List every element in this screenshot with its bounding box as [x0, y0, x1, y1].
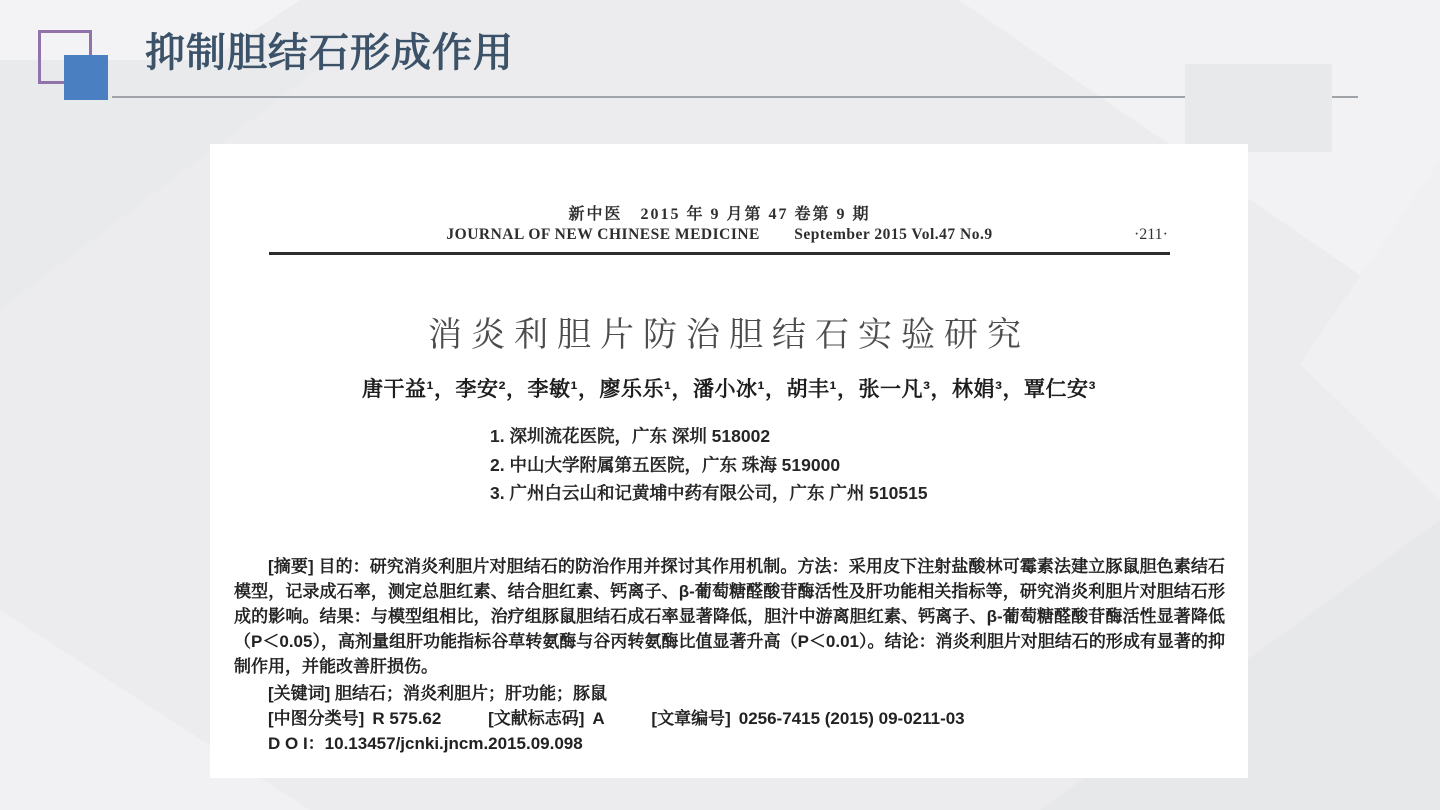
- title-underline: [112, 96, 1185, 98]
- journal-issue-info: September 2015 Vol.47 No.9: [794, 226, 993, 243]
- clc-label: [中图分类号]: [268, 709, 365, 728]
- affiliation-item: 3. 广州白云山和记黄埔中药有限公司，广东 广州 510515: [490, 483, 928, 503]
- slide-title: 抑制胆结石形成作用: [145, 31, 514, 75]
- keywords-line: [关键词] 胆结石；消炎利胆片；肝功能；豚鼠: [268, 684, 608, 703]
- abstract-paragraph: [摘要] 目的：研究消炎利胆片对胆结石的防治作用并探讨其作用机制。方法：采用皮下注射盐酸林可霉素法建立豚鼠胆色素结石模型，记录成石率，测定总胆红素、结合胆红素、钙离子、β-葡萄糖醛酸苷酶活性及肝功能相关指标等，研究消炎利胆片对胆结石形成的影响。结果：与模型组相比，治疗组豚鼠胆结石成石率显著降低，胆汁中游离胆红素、钙离子、β-葡萄糖醛酸苷酶活性显著降低（P＜0.05），高剂量组肝功能指标谷草转氨酶与谷丙转氨酶比值显著升高（P＜0.01）。结论：消炎利胆片对胆结石的形成有显著的抑制作用，并能改善肝损伤。: [234, 557, 1225, 676]
- title-underline-segment: [1332, 96, 1358, 98]
- affiliations-block: [490, 422, 928, 508]
- authors-line: 唐干益¹，李安²，李敏¹，廖乐乐¹，潘小冰¹，胡丰¹，张一凡³，林娟³，覃仁安³: [362, 378, 1096, 401]
- journal-name-english: JOURNAL OF NEW CHINESE MEDICINE: [446, 226, 760, 243]
- clc-value: R 575.62: [372, 709, 442, 728]
- classification-line: [234, 706, 1225, 731]
- article-number-label: [文章编号]: [651, 709, 731, 728]
- document-code-value: A: [592, 709, 605, 728]
- article-title: 消炎利胆片防治胆结石实验研究: [428, 317, 1030, 354]
- journal-article-page: [210, 144, 1248, 778]
- journal-header-chinese: 新中医 2015 年 9 月第 47 卷第 9 期: [568, 206, 871, 223]
- doi-line: D O I：10.13457/jcnki.jncm.2015.09.098: [268, 734, 583, 753]
- page-number: ·211·: [1133, 226, 1168, 243]
- affiliation-item: 1. 深圳流花医院，广东 深圳 518002: [490, 426, 771, 446]
- article-number: [651, 709, 964, 728]
- document-code-label: [文献标志码]: [488, 709, 585, 728]
- article-number-value: 0256-7415 (2015) 09-0211-03: [738, 709, 965, 728]
- title-solid-square-icon: [64, 55, 108, 100]
- header-rule: [269, 252, 1170, 255]
- clc-number: [268, 709, 441, 728]
- document-code: [488, 709, 605, 728]
- journal-header-english: [269, 226, 1170, 244]
- affiliation-item: 2. 中山大学附属第五医院，广东 珠海 519000: [490, 454, 841, 475]
- background-facet: [1185, 64, 1332, 152]
